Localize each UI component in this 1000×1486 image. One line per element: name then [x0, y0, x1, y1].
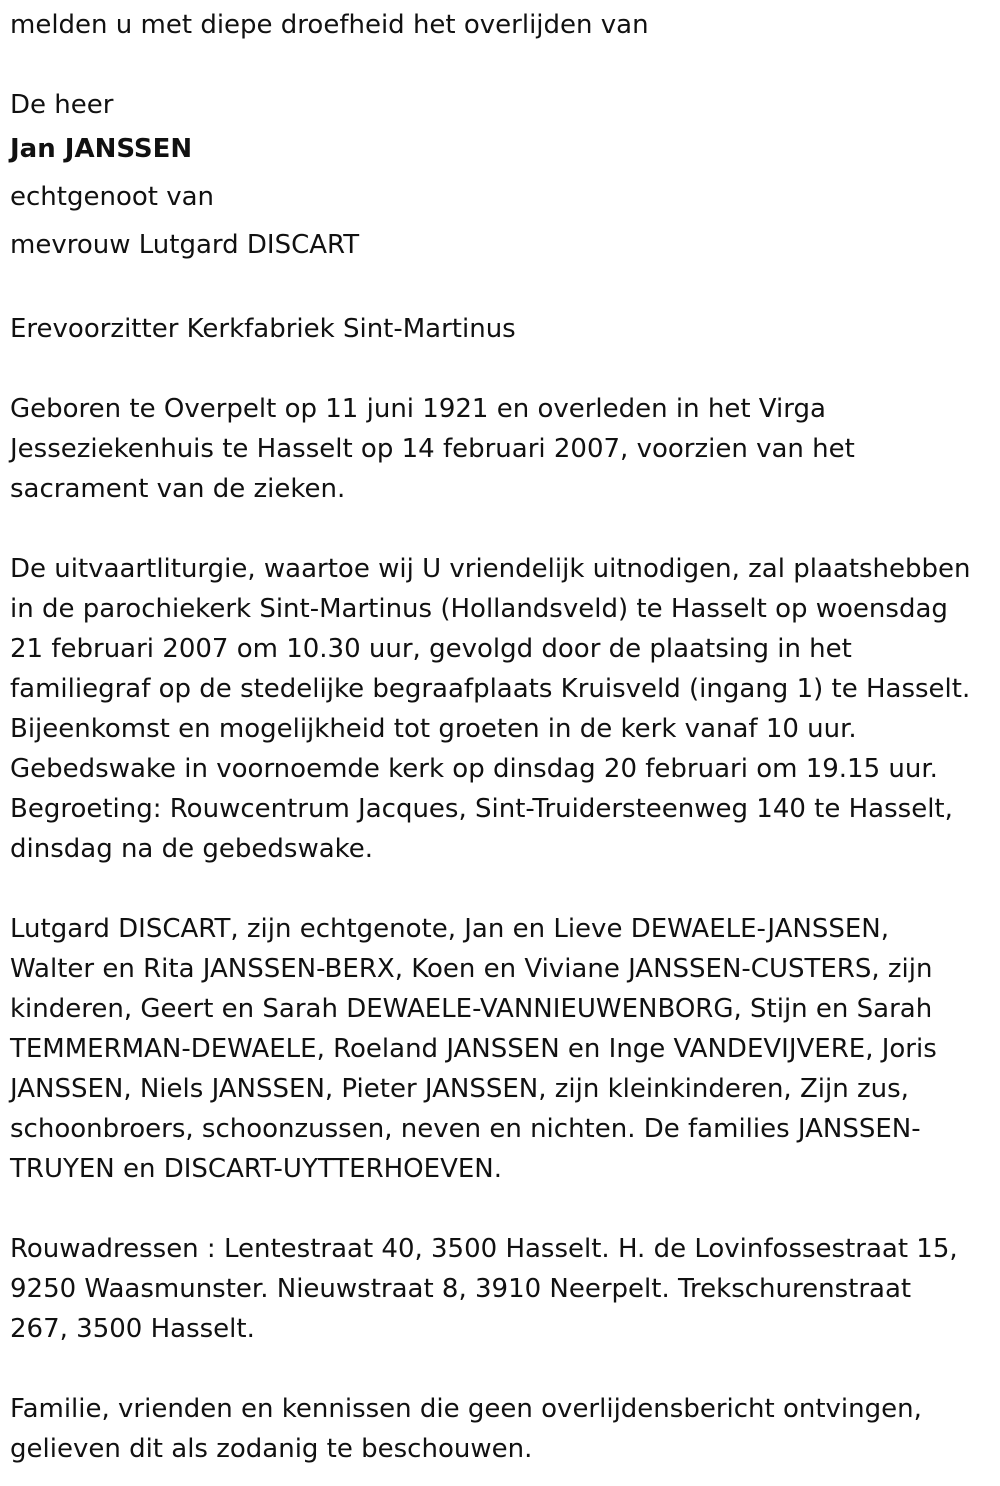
spacer: [10, 349, 995, 389]
paragraph-line: Rouwadressen : Lentestraat 40, 3500 Hasselt. H. de Lovinfossestraat 15,: [10, 1234, 958, 1264]
paragraph-line: Geboren te Overpelt op 11 juni 1921 en overleden in het Virga: [10, 394, 826, 424]
paragraph-line: Jesseziekenhuis te Hasselt op 14 februari 2007, voorzien van het: [10, 434, 855, 464]
paragraph-line: Bijeenkomst en mogelijkheid tot groeten in de kerk vanaf 10 uur.: [10, 714, 857, 744]
paragraph-line: familiegraf op de stedelijke begraafplaats Kruisveld (ingang 1) te Hasselt.: [10, 674, 971, 704]
salutation: De heer: [10, 90, 114, 120]
paragraph-line: in de parochiekerk Sint-Martinus (Hollandsveld) te Hasselt op woensdag: [10, 594, 948, 624]
paragraph-line: JANSSEN, Niels JANSSEN, Pieter JANSSEN, zijn kleinkinderen, Zijn zus,: [10, 1074, 909, 1104]
paragraph-line: dinsdag na de gebedswake.: [10, 834, 374, 864]
honorary-title: Erevoorzitter Kerkfabriek Sint-Martinus: [10, 314, 516, 344]
paragraph-line: 267, 3500 Hasselt.: [10, 1314, 255, 1344]
birth-death-paragraph: [10, 389, 995, 509]
paragraph-line: gelieven dit als zodanig te beschouwen.: [10, 1434, 533, 1464]
spouse-prefix: echtgenoot van: [10, 182, 215, 212]
paragraph-line: TRUYEN en DISCART-UYTTERHOEVEN.: [10, 1154, 503, 1184]
deceased-name: Jan JANSSEN: [10, 134, 193, 164]
paragraph-line: 9250 Waasmunster. Nieuwstraat 8, 3910 Neerpelt. Trekschurenstraat: [10, 1274, 912, 1304]
paragraph-line: TEMMERMAN-DEWAELE, Roeland JANSSEN en Inge VANDEVIJVERE, Joris: [10, 1034, 937, 1064]
paragraph-line: schoonbroers, schoonzussen, neven en nichten. De families JANSSEN-: [10, 1114, 921, 1144]
paragraph-line: Gebedswake in voornoemde kerk op dinsdag 20 februari om 19.15 uur.: [10, 754, 938, 784]
paragraph-line: Lutgard DISCART, zijn echtgenote, Jan en Lieve DEWAELE-JANSSEN,: [10, 914, 889, 944]
paragraph-line: sacrament van de zieken.: [10, 474, 346, 504]
spacer: [10, 509, 995, 549]
family-paragraph: [10, 909, 995, 1189]
closing-paragraph: [10, 1389, 995, 1469]
obituary-notice: [10, 5, 995, 1469]
paragraph-line: kinderen, Geert en Sarah DEWAELE-VANNIEUWENBORG, Stijn en Sarah: [10, 994, 933, 1024]
spacer: [10, 1349, 995, 1389]
paragraph-line: Walter en Rita JANSSEN-BERX, Koen en Viviane JANSSEN-CUSTERS, zijn: [10, 954, 933, 984]
paragraph-line: Familie, vrienden en kennissen die geen overlijdensbericht ontvingen,: [10, 1394, 922, 1424]
spacer: [10, 1189, 995, 1229]
addresses-paragraph: [10, 1229, 995, 1349]
intro-text: melden u met diepe droefheid het overlijden van: [10, 10, 649, 40]
paragraph-line: Begroeting: Rouwcentrum Jacques, Sint-Truidersteenweg 140 te Hasselt,: [10, 794, 953, 824]
spacer: [10, 269, 995, 309]
spacer: [10, 869, 995, 909]
paragraph-line: 21 februari 2007 om 10.30 uur, gevolgd door de plaatsing in het: [10, 634, 852, 664]
paragraph-line: De uitvaartliturgie, waartoe wij U vriendelijk uitnodigen, zal plaatshebben: [10, 554, 971, 584]
spouse-name: mevrouw Lutgard DISCART: [10, 230, 360, 260]
funeral-paragraph: [10, 549, 995, 869]
spacer: [10, 45, 995, 85]
